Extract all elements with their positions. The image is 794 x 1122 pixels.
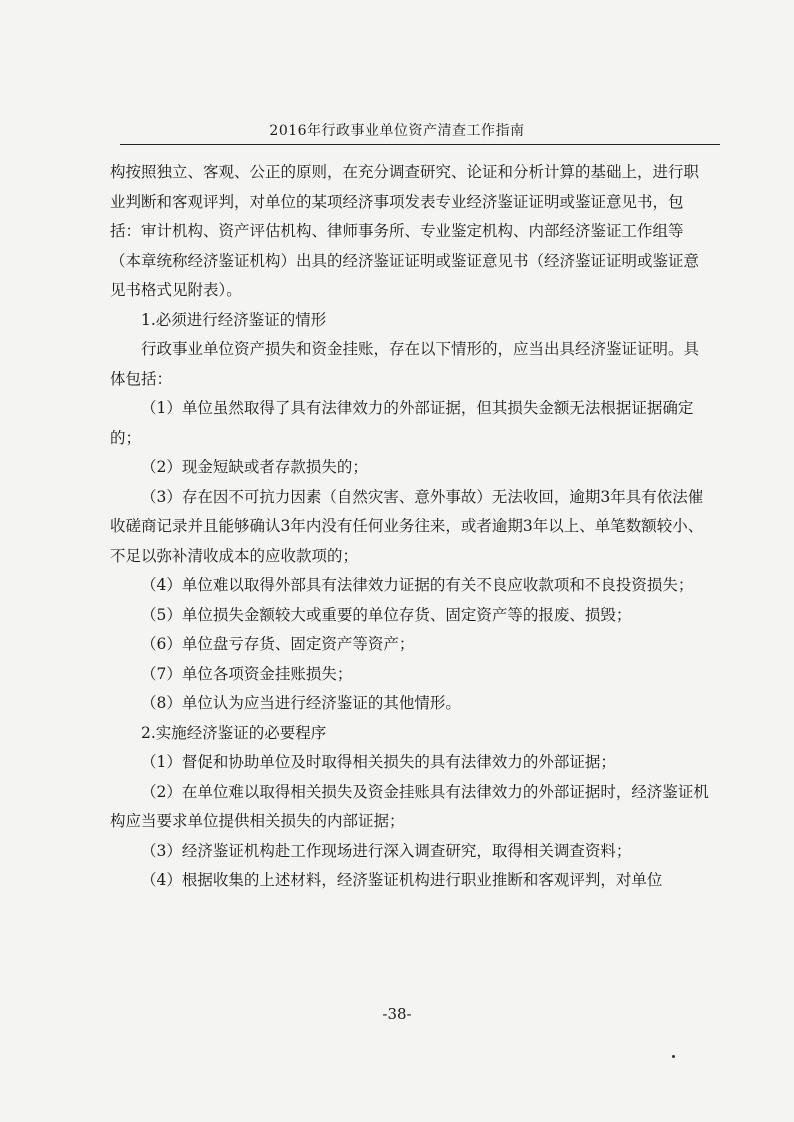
procedure-item-2: （2）在单位难以取得相关损失及资金挂账具有法律效力的外部证据时，经济鉴证机构应当要求单位提供相关损失的内部证据； bbox=[110, 782, 709, 830]
body-text bbox=[110, 158, 714, 896]
procedure-item-1: （1）督促和协助单位及时取得相关损失的具有法律效力的外部证据； bbox=[141, 753, 616, 771]
list-item-2: （2）现金短缺或者存款损失的； bbox=[141, 458, 368, 476]
paragraph-continuation: 构按照独立、客观、公正的原则，在充分调查研究、论证和分析计算的基础上，进行职业判断和客观评判，对单位的某项经济事项发表专业经济鉴证证明或鉴证意见书，包括：审计机构、资产评估机构、律师事务所、专业鉴定机构、内部经济鉴证工作组等（本章统称经济鉴证机构）出具的经济鉴证证明或鉴证意见书（经济鉴证证明或鉴证意见书格式见附表）。 bbox=[110, 163, 700, 299]
page-number: -38- bbox=[382, 1005, 412, 1023]
list-item-4: （4）单位难以取得外部具有法律效力证据的有关不良应收款项和不良投资损失； bbox=[141, 576, 694, 594]
header-rule bbox=[120, 144, 720, 145]
running-header: 2016年行政事业单位资产清查工作指南 bbox=[269, 123, 525, 139]
list-item-6: （6）单位盘亏存货、固定资产等资产； bbox=[141, 635, 415, 653]
list-item-3: （3）存在因不可抗力因素（自然灾害、意外事故）无法收回，逾期3年具有依法催收磋商记录并且能够确认3年内没有任何业务往来，或者逾期3年以上、单笔数额较小、不足以弥补清收成本的应收款项的； bbox=[110, 487, 704, 565]
list-item-7: （7）单位各项资金挂账损失； bbox=[141, 664, 353, 683]
procedure-item-3: （3）经济鉴证机构赴工作现场进行深入调查研究，取得相关调查资料； bbox=[141, 841, 632, 860]
list-item-1: （1）单位虽然取得了具有法律效力的外部证据，但其损失金额无法根据证据确定的； bbox=[110, 399, 694, 447]
procedure-item-4: （4）根据收集的上述材料，经济鉴证机构进行职业推断和客观评判，对单位 bbox=[141, 871, 663, 889]
paragraph-intro: 行政事业单位资产损失和资金挂账，存在以下情形的，应当出具经济鉴证证明。具体包括： bbox=[110, 340, 700, 388]
section-heading-2: 2.实施经济鉴证的必要程序 bbox=[141, 723, 327, 742]
section-heading-1: 1.必须进行经济鉴证的情形 bbox=[141, 310, 327, 329]
list-item-8: （8）单位认为应当进行经济鉴证的其他情形。 bbox=[141, 694, 461, 712]
scan-speck bbox=[672, 1055, 675, 1058]
list-item-5: （5）单位损失金额较大或重要的单位存货、固定资产等的报废、损毁； bbox=[141, 605, 632, 624]
